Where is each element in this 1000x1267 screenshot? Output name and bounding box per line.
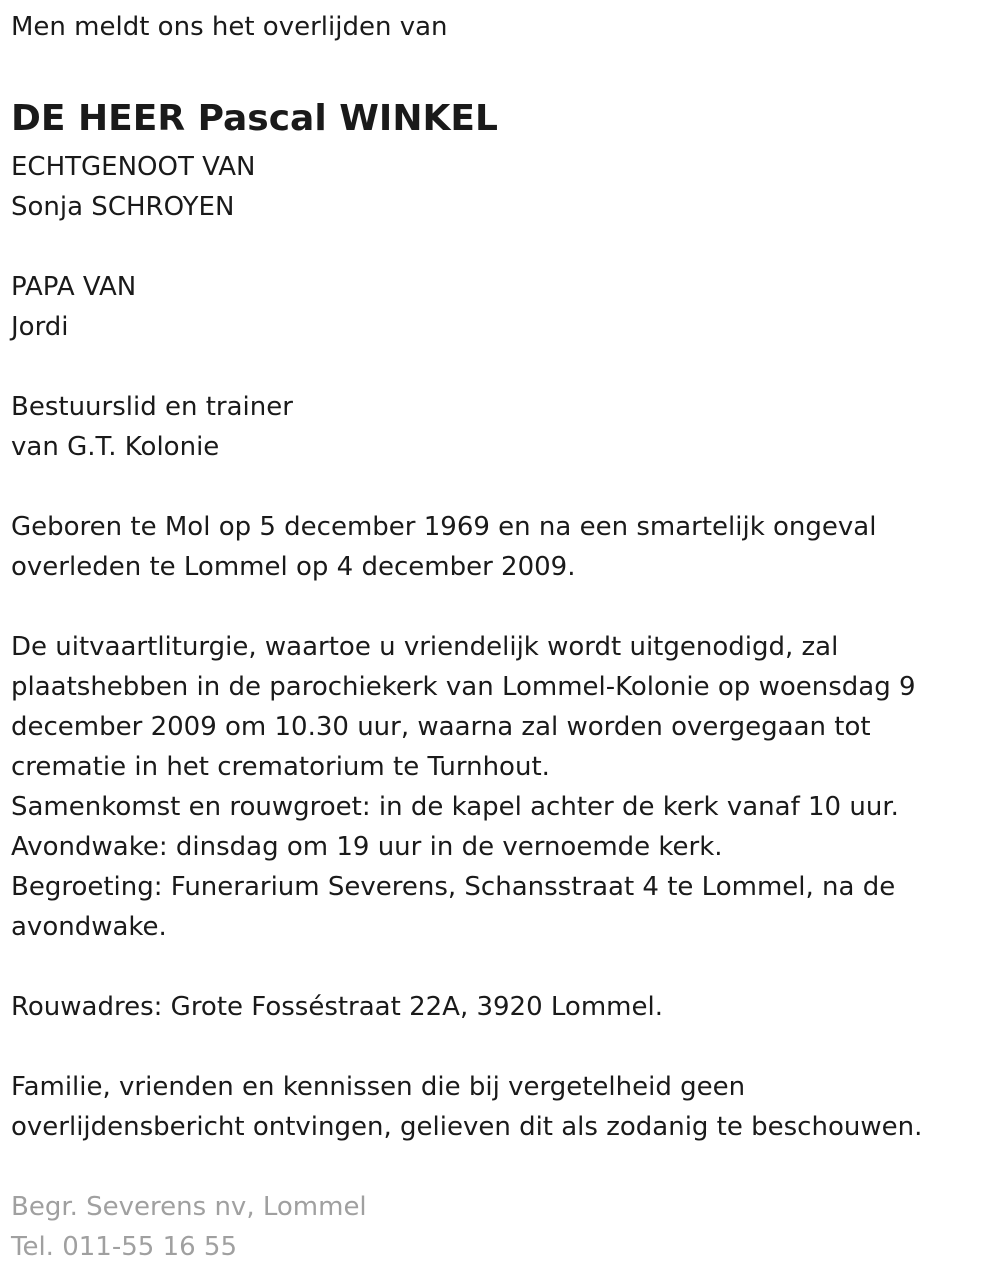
funeral-line: Samenkomst en rouwgroet: in de kapel achter de kerk vanaf 10 uur.: [11, 792, 899, 822]
funeral-line: plaatshebben in de parochiekerk van Lommel-Kolonie op woensdag 9: [11, 672, 916, 702]
birth-death-line: Geboren te Mol op 5 december 1969 en na een smartelijk ongeval: [11, 512, 877, 542]
funeral-line: Begroeting: Funerarium Severens, Schansstraat 4 te Lommel, na de: [11, 872, 896, 902]
role-line: Bestuurslid en trainer: [11, 392, 293, 422]
closing-line: overlijdensbericht ontvingen, gelieven dit als zodanig te beschouwen.: [11, 1112, 923, 1142]
undertaker-company: Begr. Severens nv, Lommel: [11, 1192, 367, 1222]
undertaker-footer: [11, 1187, 1000, 1267]
intro-text: Men meldt ons het overlijden van: [11, 12, 448, 42]
spacer: [11, 587, 1000, 627]
deceased-name-heading: DE HEER Pascal WINKEL: [11, 98, 498, 139]
father-label: PAPA VAN: [11, 272, 137, 302]
child-name: Jordi: [11, 312, 69, 342]
spacer: [11, 1027, 1000, 1067]
funeral-line: Avondwake: dinsdag om 19 uur in de vernoemde kerk.: [11, 832, 723, 862]
spouse-name: Sonja SCHROYEN: [11, 192, 235, 222]
spacer: [11, 947, 1000, 987]
spouse-label: ECHTGENOOT VAN: [11, 152, 256, 182]
closing-line: Familie, vrienden en kennissen die bij vergetelheid geen: [11, 1072, 746, 1102]
funeral-line: december 2009 om 10.30 uur, waarna zal worden overgegaan tot: [11, 712, 871, 742]
funeral-line: crematie in het crematorium te Turnhout.: [11, 752, 550, 782]
funeral-line: De uitvaartliturgie, waartoe u vriendelijk wordt uitgenodigd, zal: [11, 632, 839, 662]
funeral-line: avondwake.: [11, 912, 167, 942]
spacer: [11, 227, 1000, 267]
role-line: van G.T. Kolonie: [11, 432, 220, 462]
spacer: [11, 47, 1000, 87]
spacer: [11, 1147, 1000, 1187]
spacer: [11, 347, 1000, 387]
birth-death-line: overleden te Lommel op 4 december 2009.: [11, 552, 576, 582]
mourning-address: Rouwadres: Grote Fosséstraat 22A, 3920 Lommel.: [11, 992, 663, 1022]
undertaker-phone: Tel. 011-55 16 55: [11, 1232, 238, 1262]
spacer: [11, 467, 1000, 507]
